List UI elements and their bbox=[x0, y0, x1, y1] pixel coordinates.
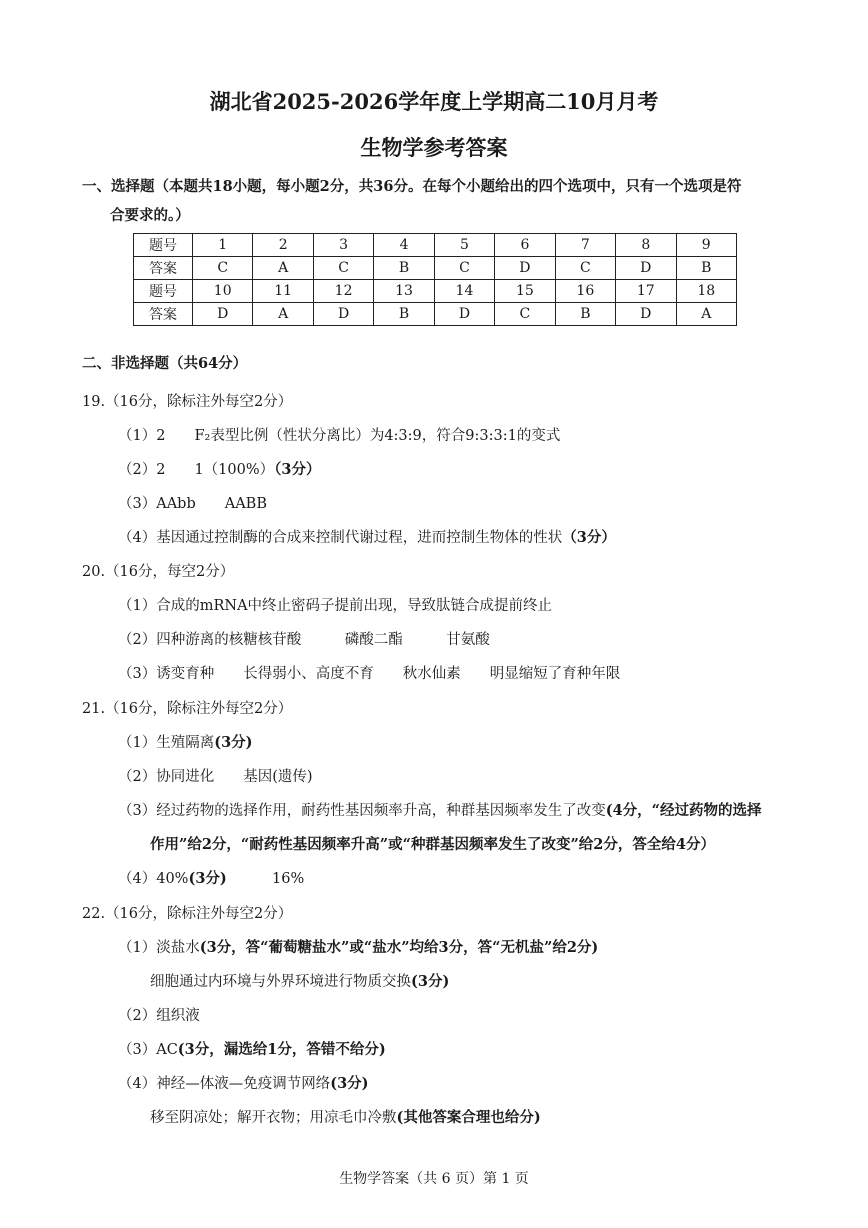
q22-answer-1b bbox=[150, 972, 449, 992]
table-row bbox=[134, 234, 737, 257]
score-note: (3分) bbox=[330, 1075, 369, 1092]
section1-heading: 一、选择题（本题共18小题，每小题2分，共36分。在每个小题给出的四个选项中，只有一个选项是符 bbox=[82, 178, 742, 195]
score-note: (3分) bbox=[411, 973, 450, 990]
table-cell: 6 bbox=[495, 234, 555, 257]
table-cell: 1 bbox=[193, 234, 253, 257]
table-cell: 8 bbox=[616, 234, 676, 257]
q20-heading: 20.（16分，每空2分） bbox=[82, 564, 235, 580]
answer-text: 移至阴凉处；解开衣物；用凉毛巾冷敷 bbox=[150, 1110, 397, 1126]
q19-answer-2 bbox=[118, 460, 320, 480]
table-cell: D bbox=[193, 303, 253, 326]
table-cell: A bbox=[253, 303, 313, 326]
table-cell: 15 bbox=[495, 280, 555, 303]
table-cell: B bbox=[676, 257, 737, 280]
page-footer: 生物学答案（共 6 页）第 1 页 bbox=[339, 1171, 529, 1187]
table-cell: D bbox=[313, 303, 373, 326]
q21-heading: 21.（16分，除标注外每空2分） bbox=[82, 701, 293, 717]
table-cell: B bbox=[374, 303, 434, 326]
table-cell: 3 bbox=[313, 234, 373, 257]
q21-answer-3-note: 作用”给2分，“耐药性基因频率升高”或“种群基因频率发生了改变”给2分，答全给4分） bbox=[150, 836, 715, 853]
table-cell: C bbox=[495, 303, 555, 326]
table-cell: 13 bbox=[374, 280, 434, 303]
table-cell: D bbox=[495, 257, 555, 280]
table-cell: C bbox=[434, 257, 494, 280]
table-row bbox=[134, 280, 737, 303]
q22-answer-4b bbox=[150, 1108, 541, 1128]
row-label-question: 题号 bbox=[134, 280, 193, 303]
answer-text: （4）40% bbox=[118, 871, 189, 887]
q20-answer-2: （2）四种游离的核糖核苷酸 磷酸二酯 甘氨酸 bbox=[118, 632, 490, 648]
score-note: （3分） bbox=[562, 529, 616, 546]
q22-answer-4 bbox=[118, 1074, 369, 1094]
q21-answer-3 bbox=[118, 801, 762, 821]
table-cell: 2 bbox=[253, 234, 313, 257]
score-note: (3分，答“葡萄糖盐水”或“盐水”均给3分，答“无机盐”给2分) bbox=[199, 939, 599, 956]
table-cell: A bbox=[676, 303, 737, 326]
table-cell: 17 bbox=[616, 280, 676, 303]
page-subtitle: 生物学参考答案 bbox=[360, 135, 508, 160]
section1-heading-cont: 合要求的。） bbox=[110, 207, 190, 224]
answer-text: （3）AC bbox=[118, 1042, 178, 1058]
answer-text: 细胞通过内环境与外界环境进行物质交换 bbox=[150, 974, 411, 990]
table-cell: 7 bbox=[555, 234, 615, 257]
answer-text: （4）基因通过控制酶的合成来控制代谢过程，进而控制生物体的性状 bbox=[118, 530, 563, 546]
q22-answer-2: （2）组织液 bbox=[118, 1008, 200, 1024]
q22-heading: 22.（16分，除标注外每空2分） bbox=[82, 906, 293, 922]
row-label-answer: 答案 bbox=[134, 303, 193, 326]
table-cell: B bbox=[555, 303, 615, 326]
answer-text: （3）经过药物的选择作用，耐药性基因频率升高，种群基因频率发生了改变 bbox=[118, 803, 606, 819]
q20-answer-1: （1）合成的mRNA中终止密码子提前出现，导致肽链合成提前终止 bbox=[118, 598, 553, 614]
q20-answer-3: （3）诱变育种 长得弱小、高度不育 秋水仙素 明显缩短了育种年限 bbox=[118, 666, 621, 682]
table-cell: C bbox=[555, 257, 615, 280]
table-cell: 14 bbox=[434, 280, 494, 303]
table-cell: D bbox=[616, 303, 676, 326]
q22-answer-3 bbox=[118, 1040, 386, 1060]
q19-answer-4 bbox=[118, 528, 616, 548]
table-cell: B bbox=[374, 257, 434, 280]
table-row bbox=[134, 257, 737, 280]
table-cell: 4 bbox=[374, 234, 434, 257]
row-label-question: 题号 bbox=[134, 234, 193, 257]
table-cell: D bbox=[434, 303, 494, 326]
table-cell: 18 bbox=[676, 280, 737, 303]
table-cell: 9 bbox=[676, 234, 737, 257]
answer-text: （2）2 1（100%） bbox=[118, 462, 275, 478]
answer-text: （1）生殖隔离 bbox=[118, 735, 215, 751]
section2-heading: 二、非选择题（共64分） bbox=[82, 355, 248, 372]
q21-answer-1 bbox=[118, 733, 253, 753]
q19-answer-1: （1）2 F₂表型比例（性状分离比）为4:3:9，符合9:3:3:1的变式 bbox=[118, 428, 561, 444]
answer-text: （1）淡盐水 bbox=[118, 940, 200, 956]
score-note: (4分，“经过药物的选择 bbox=[605, 802, 762, 819]
q21-answer-4b: 16% bbox=[272, 871, 305, 887]
table-cell: 12 bbox=[313, 280, 373, 303]
answer-table bbox=[133, 233, 737, 326]
table-cell: 11 bbox=[253, 280, 313, 303]
score-note: (3分) bbox=[188, 870, 227, 887]
answer-text: （4）神经—体液—免疫调节网络 bbox=[118, 1076, 331, 1092]
page-title: 湖北省2025-2026学年度上学期高二10月月考 bbox=[209, 89, 659, 114]
table-cell: C bbox=[193, 257, 253, 280]
q21-answer-4 bbox=[118, 869, 227, 889]
q19-answer-3: （3）AAbb AABB bbox=[118, 496, 267, 512]
table-cell: A bbox=[253, 257, 313, 280]
q21-answer-2: （2）协同进化 基因(遗传) bbox=[118, 769, 313, 785]
score-note: (3分，漏选给1分，答错不给分) bbox=[177, 1041, 386, 1058]
q22-answer-1 bbox=[118, 938, 598, 958]
score-note: （3分） bbox=[274, 461, 321, 478]
table-row bbox=[134, 303, 737, 326]
table-cell: 16 bbox=[555, 280, 615, 303]
table-cell: 5 bbox=[434, 234, 494, 257]
table-cell: D bbox=[616, 257, 676, 280]
q19-heading: 19.（16分，除标注外每空2分） bbox=[82, 394, 293, 410]
table-cell: C bbox=[313, 257, 373, 280]
table-cell: 10 bbox=[193, 280, 253, 303]
row-label-answer: 答案 bbox=[134, 257, 193, 280]
score-note: (其他答案合理也给分) bbox=[396, 1109, 541, 1126]
score-note: (3分) bbox=[214, 734, 253, 751]
